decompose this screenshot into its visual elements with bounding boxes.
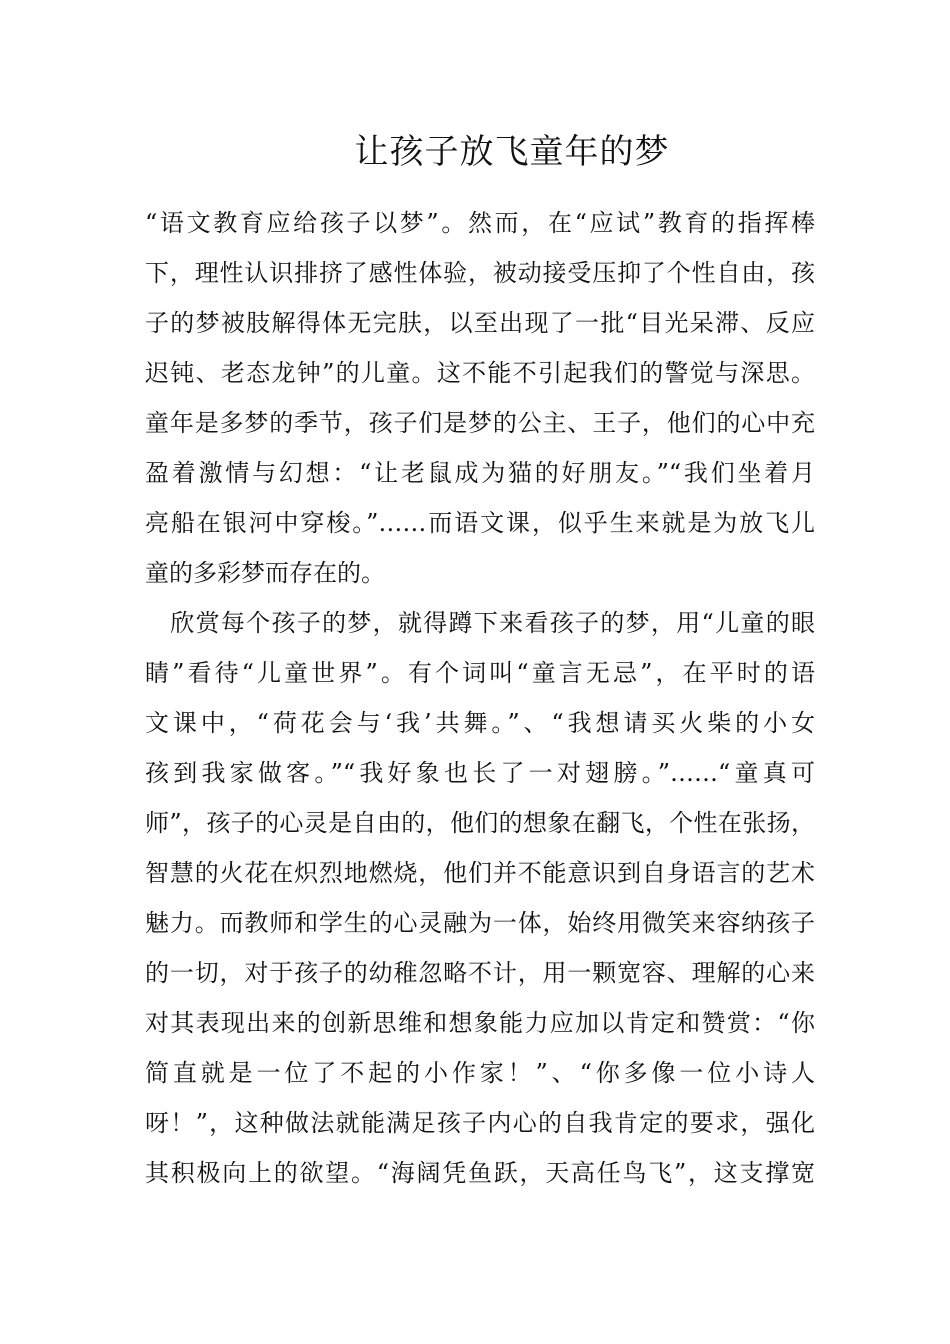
body-line: 迟钝、老态龙钟”的儿童。这不能不引起我们的警觉与深思。 (145, 359, 815, 387)
body-line: 其积极向上的欲望。“海阔凭鱼跃，天高任鸟飞”，这支撑宽 (145, 1159, 815, 1187)
body-line: 智慧的火花在炽烈地燃烧，他们并不能意识到自身语言的艺术 (145, 859, 815, 887)
body-line: 魅力。而教师和学生的心灵融为一体，始终用微笑来容纳孩子 (145, 909, 815, 937)
body-line: 文课中，“荷花会与‘我’共舞。”、“我想请买火柴的小女 (145, 709, 815, 737)
document-title: 让孩子放飞童年的梦 (354, 132, 670, 172)
body-line: 的一切，对于孩子的幼稚忽略不计，用一颗宽容、理解的心来 (145, 959, 815, 987)
body-line: 对其表现出来的创新思维和想象能力应加以肯定和赞赏：“你 (145, 1009, 815, 1037)
body-line: “语文教育应给孩子以梦”。然而，在“应试”教育的指挥棒 (145, 209, 815, 237)
body-line: 睛”看待“儿童世界”。有个词叫“童言无忌”，在平时的语 (145, 659, 815, 687)
body-line: 师”，孩子的心灵是自由的，他们的想象在翻飞，个性在张扬， (145, 809, 815, 837)
document-body (145, 204, 815, 1204)
body-line: 子的梦被肢解得体无完肤，以至出现了一批“目光呆滞、反应 (145, 309, 815, 337)
body-line: 盈着激情与幻想：“让老鼠成为猫的好朋友。”“我们坐着月 (145, 459, 815, 487)
body-line: 童的多彩梦而存在的。 (145, 559, 385, 587)
body-line: 呀！”，这种做法就能满足孩子内心的自我肯定的要求，强化 (145, 1109, 815, 1137)
body-line: 亮船在银河中穿梭。”……而语文课，似乎生来就是为放飞儿 (145, 509, 815, 537)
body-line: 下，理性认识排挤了感性体验，被动接受压抑了个性自由，孩 (145, 259, 815, 287)
body-line: 欣赏每个孩子的梦，就得蹲下来看孩子的梦，用“儿童的眼 (145, 609, 815, 637)
body-line: 简直就是一位了不起的小作家！”、“你多像一位小诗人 (145, 1059, 815, 1087)
body-line: 孩到我家做客。”“我好象也长了一对翅膀。”……“童真可 (145, 759, 815, 787)
body-line: 童年是多梦的季节，孩子们是梦的公主、王子，他们的心中充 (145, 409, 815, 437)
